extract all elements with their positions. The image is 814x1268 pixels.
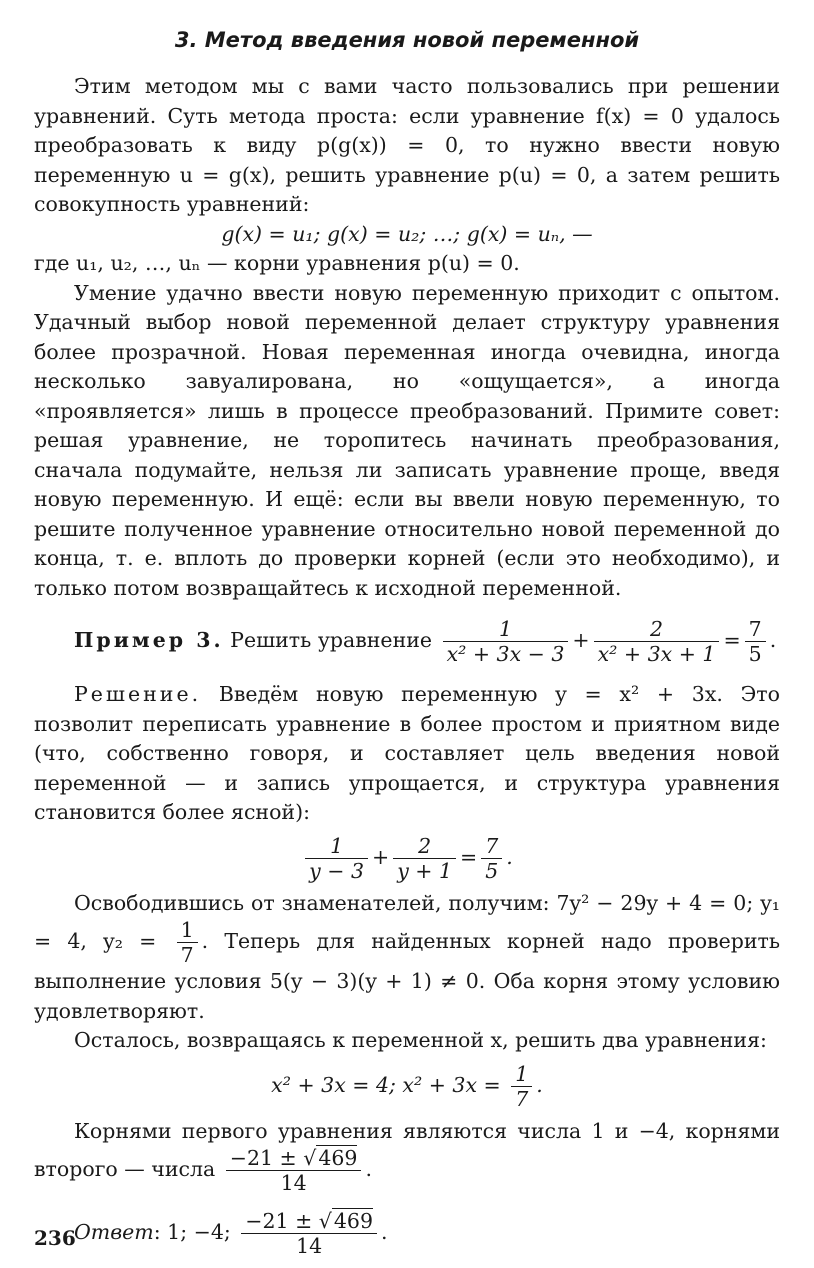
answer-label: Ответ (74, 1220, 154, 1244)
example-plus: + (572, 628, 590, 652)
eq2-fraction-1-denominator: y − 3 (309, 858, 365, 883)
solution-text-4-end: . (365, 1157, 373, 1181)
example-fraction-1 (443, 617, 569, 666)
eq2-fraction-2-denominator: y + 1 (397, 858, 453, 883)
roots-numerator: −21 ± √469 (226, 1146, 362, 1171)
eq2-rhs-denominator: 5 (485, 858, 499, 883)
page-number: 236 (34, 1226, 76, 1250)
eq2-rhs-numerator: 7 (481, 834, 502, 859)
solution-text-1: Введём новую переменную y = x² + 3x. Это позволит переписать уравнение в более простом и приятном виде (что, собственно говоря, и составляет цель введения новой переменной — и запись упрощается, и структура уравнения становится более ясной): (34, 682, 780, 824)
eq3-numerator: 1 (511, 1062, 532, 1087)
eq2-plus: + (372, 844, 390, 869)
example-label: Пример 3. (74, 628, 224, 652)
answer-radicand: 469 (333, 1209, 373, 1233)
answer-fraction (241, 1209, 377, 1258)
eq2-fraction-1-numerator: 1 (305, 834, 368, 859)
roots-numerator-prefix: −21 ± (229, 1146, 297, 1170)
solution-paragraph-1 (34, 680, 780, 828)
example-fraction-1-numerator: 1 (443, 617, 569, 642)
answer-denominator: 14 (296, 1234, 323, 1258)
eq2-fraction-2-numerator: 2 (393, 834, 456, 859)
root-y2-denominator: 7 (180, 943, 194, 967)
roots-radicand: 469 (318, 1146, 358, 1170)
example-rhs-fraction (745, 617, 766, 666)
solution-paragraph-3: Осталось, возвращаясь к переменной x, решить два уравнения: (74, 1028, 767, 1052)
substituted-equation (34, 834, 780, 883)
answer-end: . (381, 1220, 388, 1244)
root-y2-fraction (177, 918, 198, 967)
intro-paragraph-3: Умение удачно ввести новую переменную приходит с опытом. Удачный выбор новой переменной делает структуру уравнения более прозрачной. Новая переменная иногда очевидна, иногда несколько завуалирована, но «ощущается», а иногда «проявляется» лишь в процессе преобразований. Примите совет: решая уравнение, не торопитесь начинать преобразования, сначала подумайте, нельзя ли записать уравнение проще, введя новую переменную. И ещё: если вы ввели новую переменную, то решите полученное уравнение относительно новой переменной до конца, т. е. вплоть до проверки корней (если это необходимо), и только потом возвращайтесь к исходной переменной. (34, 280, 780, 600)
eq2-fraction-2 (393, 834, 456, 883)
example-rhs-denominator: 5 (748, 642, 762, 666)
roots-denominator: 14 (280, 1171, 307, 1195)
example-end: . (769, 628, 777, 652)
solution-text-4: Корнями первого уравнения являются числа 1 и −4, корнями второго — числа (34, 1118, 780, 1181)
root-y2-numerator: 1 (177, 918, 198, 943)
example-rhs-numerator: 7 (745, 617, 766, 642)
eq3-end: . (536, 1072, 543, 1097)
solution-paragraph-4 (34, 1117, 780, 1196)
example-fraction-2-numerator: 2 (594, 617, 720, 642)
example-statement (34, 617, 780, 666)
eq2-rhs-fraction (481, 834, 502, 883)
eq3-fraction (511, 1062, 532, 1111)
solution-paragraph-2 (34, 889, 780, 1027)
eq2-end: . (506, 844, 513, 869)
back-substitution-equations (34, 1062, 780, 1111)
intro-paragraph-1: Этим методом мы с вами часто пользовались при решении уравнений. Суть метода проста: если уравнение f(x) = 0 удалось преобразовать к виду p(g(x)) = 0, то нужно ввести новую переменную u = g(x), решить уравнение p(u) = 0, а затем решить совокупность уравнений: (34, 74, 780, 216)
answer-numerator: −21 ± √469 (241, 1209, 377, 1234)
section-title: 3. Метод введения новой переменной (174, 28, 640, 52)
eq2-fraction-1 (305, 834, 368, 883)
solution-text-2c: . Теперь для найденных корней надо проверить выполнение условия 5(y − 3)(y + 1) ≠ 0. Оба корня этому условию удовлетворяют. (34, 929, 781, 1023)
eq2-equals: = (460, 844, 478, 869)
eq3-text: x² + 3x = 4; x² + 3x = (271, 1072, 501, 1097)
roots-fraction (226, 1146, 362, 1195)
example-fraction-2 (594, 617, 720, 666)
solution-label: Решение. (74, 682, 202, 706)
example-equals: = (723, 628, 741, 652)
solution-text-2a: Освободившись от знаменателей, получим: 7y² − 29y + 4 = 0; (74, 890, 754, 915)
set-of-equations-formula: g(x) = u₁; g(x) = u₂; …; g(x) = uₙ, — (221, 221, 593, 246)
eq3-denominator: 7 (515, 1086, 529, 1111)
solution-text-2b: y₁ = 4, y₂ = (34, 890, 780, 953)
intro-paragraph-2: где u₁, u₂, …, uₙ — корни уравнения p(u) = 0. (34, 251, 520, 275)
example-text: Решить уравнение (230, 628, 433, 652)
example-fraction-1-denominator: x² + 3x − 3 (446, 642, 565, 666)
answer-text: : 1; −4; (153, 1220, 231, 1244)
answer-line (34, 1209, 780, 1258)
example-fraction-2-denominator: x² + 3x + 1 (597, 642, 716, 666)
answer-numerator-prefix: −21 ± (245, 1209, 313, 1233)
